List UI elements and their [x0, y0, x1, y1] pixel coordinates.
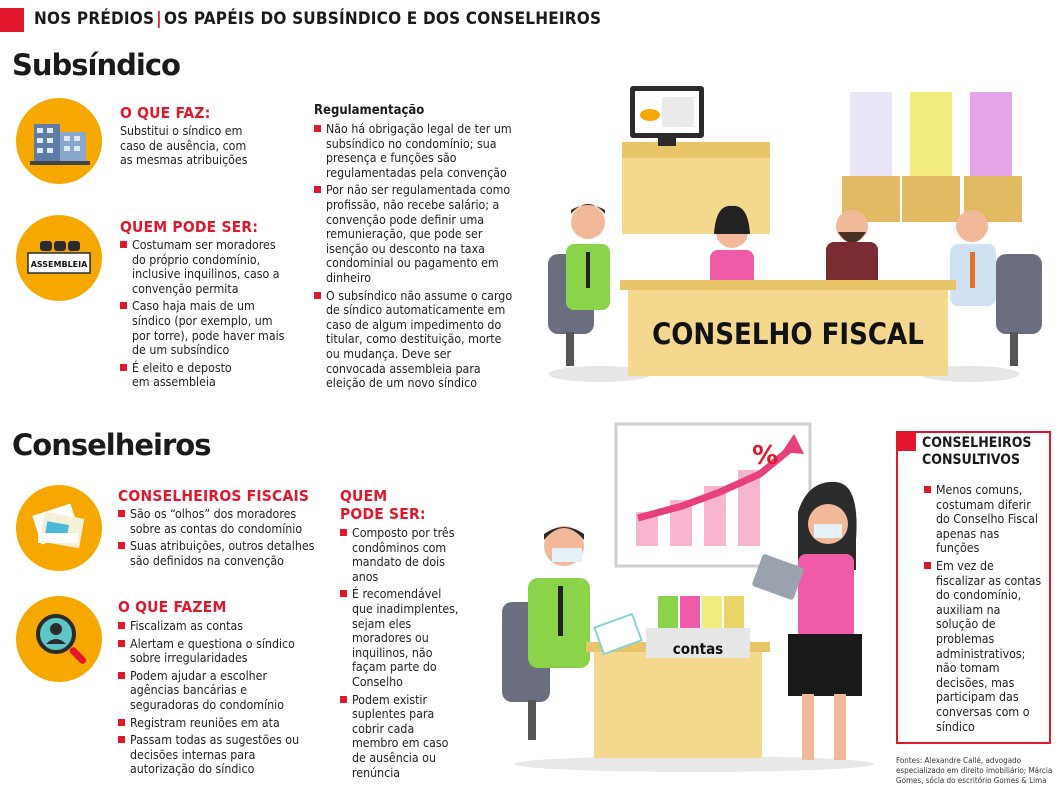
conselheiros-fiscais-list	[118, 507, 318, 571]
consultivos-box-marker	[896, 431, 916, 451]
list-item: Podem existir suplentes para cobrir cada membro em caso de ausência ou renúncia	[340, 693, 464, 781]
quem-pode-ser-list	[120, 238, 288, 393]
page-header: NOS PRÉDIOS | OS PAPÉIS DO SUBSÍNDICO E DOS CONSELHEIROS	[34, 9, 602, 29]
percent-symbol: %	[752, 441, 779, 471]
header-title: OS PAPÉIS DO SUBSÍNDICO E DOS CONSELHEIROS	[163, 9, 602, 29]
assembly-icon	[16, 215, 102, 301]
list-item: Podem ajudar a escolher agências bancárias e seguradoras do condomínio	[118, 669, 318, 713]
list-item: O subsíndico não assume o cargo de síndico automaticamente em caso de algum impedimento do titular, como destituição, morte ou mudança. Deve ser convocada assembleia para eleição de um novo síndico	[314, 289, 514, 391]
quem-pode-ser-conselho-title: QUEM PODE SER:	[340, 487, 426, 523]
list-item: Passam todas as sugestões ou decisões internas para autorização do síndico	[118, 733, 318, 777]
o-que-faz-title: O QUE FAZ:	[120, 104, 211, 122]
regulamentacao-list	[314, 122, 514, 394]
header-marker	[0, 8, 24, 32]
o-que-fazem-list	[118, 619, 318, 780]
conselheiros-fiscais-title: CONSELHEIROS FISCAIS	[118, 487, 310, 505]
contas-illustration	[498, 420, 890, 780]
quem-pode-ser-conselho-list	[340, 526, 464, 783]
list-item: É recomendável que inadimplentes, sejam eles moradores ou inquilinos, não façam parte do Conselho	[340, 587, 464, 689]
list-item: São os “olhos” dos moradores sobre as contas do condomínio	[118, 507, 318, 536]
section-title-conselheiros: Conselheiros	[12, 428, 211, 462]
quem-pode-ser-title: QUEM PODE SER:	[120, 218, 259, 236]
regulamentacao-title: Regulamentação	[314, 103, 425, 118]
list-item: Costumam ser moradores do próprio condomínio, inclusive inquilinos, caso a convenção permita	[120, 238, 288, 296]
list-item: É eleito e deposto em assembleia	[120, 361, 238, 390]
list-item: Alertam e questiona o síndico sobre irregularidades	[118, 637, 318, 666]
consultivos-title: CONSELHEIROS CONSULTIVOS	[922, 435, 1032, 468]
list-item: Composto por três condôminos com mandato de dois anos	[340, 526, 464, 584]
list-item: Por não ser regulamentada como profissão, não recebe salário; a convenção pode definir uma remunieração, que pode ser isenção ou desconto na taxa condominial ou pagamento em dinheiro	[314, 183, 514, 285]
section-title-subsindico: Subsíndico	[12, 48, 180, 82]
list-item: Caso haja mais de um síndico (por exemplo, um por torre), pode haver mais de um subsíndico	[120, 299, 288, 357]
list-item: Em vez de fiscalizar as contas do condomínio, auxiliam na solução de problemas administrativos; não tomam decisões, mas participam das conversas com o síndico	[924, 559, 1046, 734]
list-item: Menos comuns, costumam diferir do Conselho Fiscal apenas nas funções	[924, 483, 1046, 556]
magnifier-icon	[16, 596, 102, 682]
list-item: Suas atribuições, outros detalhes são definidos na convenção	[118, 539, 318, 568]
desk-label: CONSELHO FISCAL	[652, 317, 924, 351]
assembly-icon-label: ASSEMBLEIA	[30, 260, 88, 269]
consultivos-list	[924, 483, 1046, 737]
list-item: Registram reuniões em ata	[118, 716, 318, 731]
o-que-fazem-title: O QUE FAZEM	[118, 598, 227, 616]
list-item: Fiscalizam as contas	[118, 619, 318, 634]
header-section: NOS PRÉDIOS	[34, 9, 155, 29]
contas-label: contas	[672, 640, 724, 658]
documents-icon	[16, 485, 102, 571]
building-icon	[16, 98, 102, 184]
o-que-faz-text: Substitui o síndico em caso de ausência, com as mesmas atribuições	[120, 124, 248, 168]
sources-note: Fontes: Alexandre Callé, advogado especializado em direito imobiliário; Márcia Gomes, sócia do escritório Gomes & Lima	[896, 756, 1053, 785]
list-item: Não há obrigação legal de ter um subsíndico no condomínio; sua presença e funções são regulamentadas pela convenção	[314, 122, 514, 180]
conselho-fiscal-illustration	[540, 82, 1060, 392]
